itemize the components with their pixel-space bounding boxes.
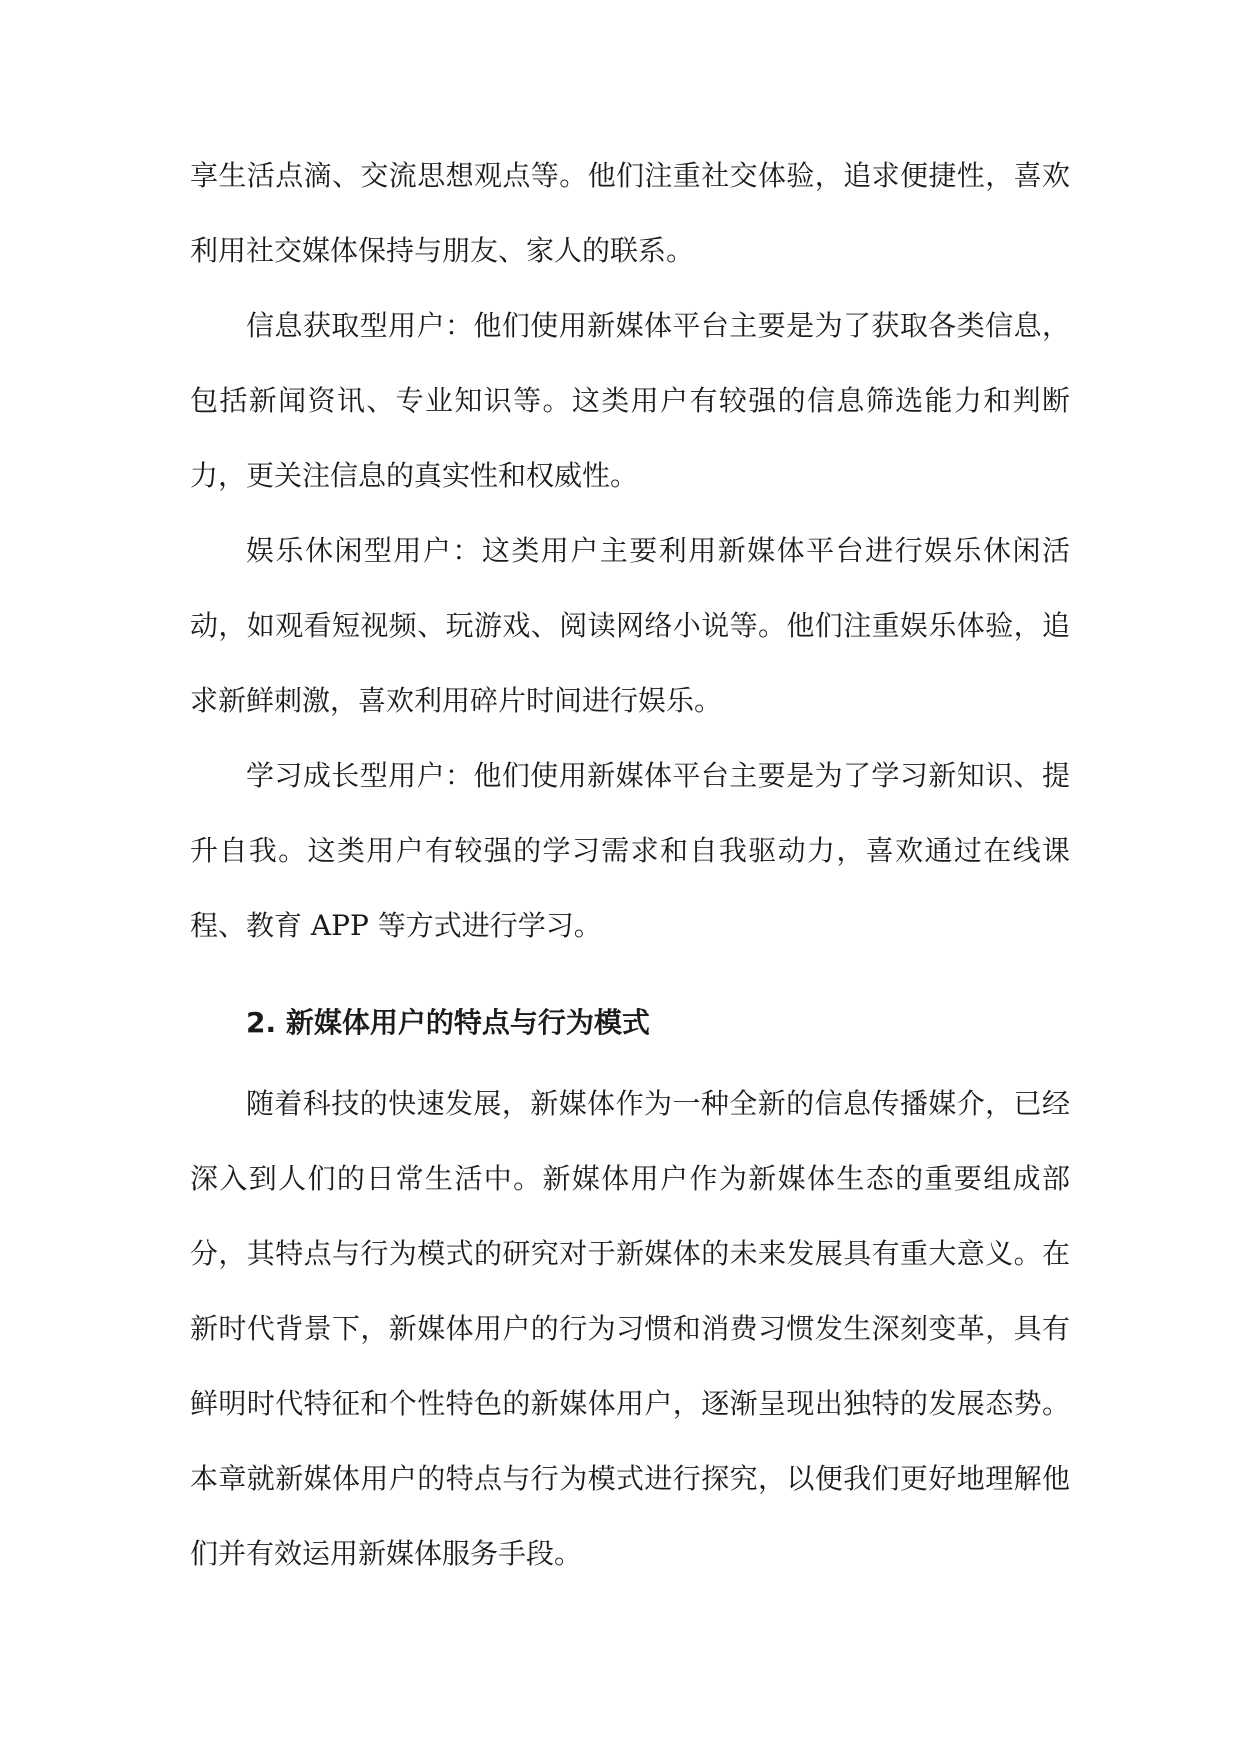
paragraph-continued: 享生活点滴、交流思想观点等。他们注重社交体验，追求便捷性，喜欢利用社交媒体保持与朋友、家人的联系。 [190,159,1070,267]
paragraph-info-users: 信息获取型用户：他们使用新媒体平台主要是为了获取各类信息，包括新闻资讯、专业知识等。这类用户有较强的信息筛选能力和判断力，更关注信息的真实性和权威性。 [190,309,1070,492]
section-paragraph: 随着科技的快速发展，新媒体作为一种全新的信息传播媒介，已经深入到人们的日常生活中。新媒体用户作为新媒体生态的重要组成部分，其特点与行为模式的研究对于新媒体的未来发展具有重大意义。在新时代背景下，新媒体用户的行为习惯和消费习惯发生深刻变革，具有鲜明时代特征和个性特色的新媒体用户，逐渐呈现出独特的发展态势。本章就新媒体用户的特点与行为模式进行探究，以便我们更好地理解他们并有效运用新媒体服务手段。 [190,1087,1070,1570]
paragraph-learning-users: 学习成长型用户：他们使用新媒体平台主要是为了学习新知识、提升自我。这类用户有较强的学习需求和自我驱动力，喜欢通过在线课程、教育 APP 等方式进行学习。 [190,759,1070,942]
paragraph-entertainment-users: 娱乐休闲型用户：这类用户主要利用新媒体平台进行娱乐休闲活动，如观看短视频、玩游戏、阅读网络小说等。他们注重娱乐体验，追求新鲜刺激，喜欢利用碎片时间进行娱乐。 [190,534,1070,717]
section-heading: 2. 新媒体用户的特点与行为模式 [246,1006,650,1039]
document-body [190,138,1070,1591]
